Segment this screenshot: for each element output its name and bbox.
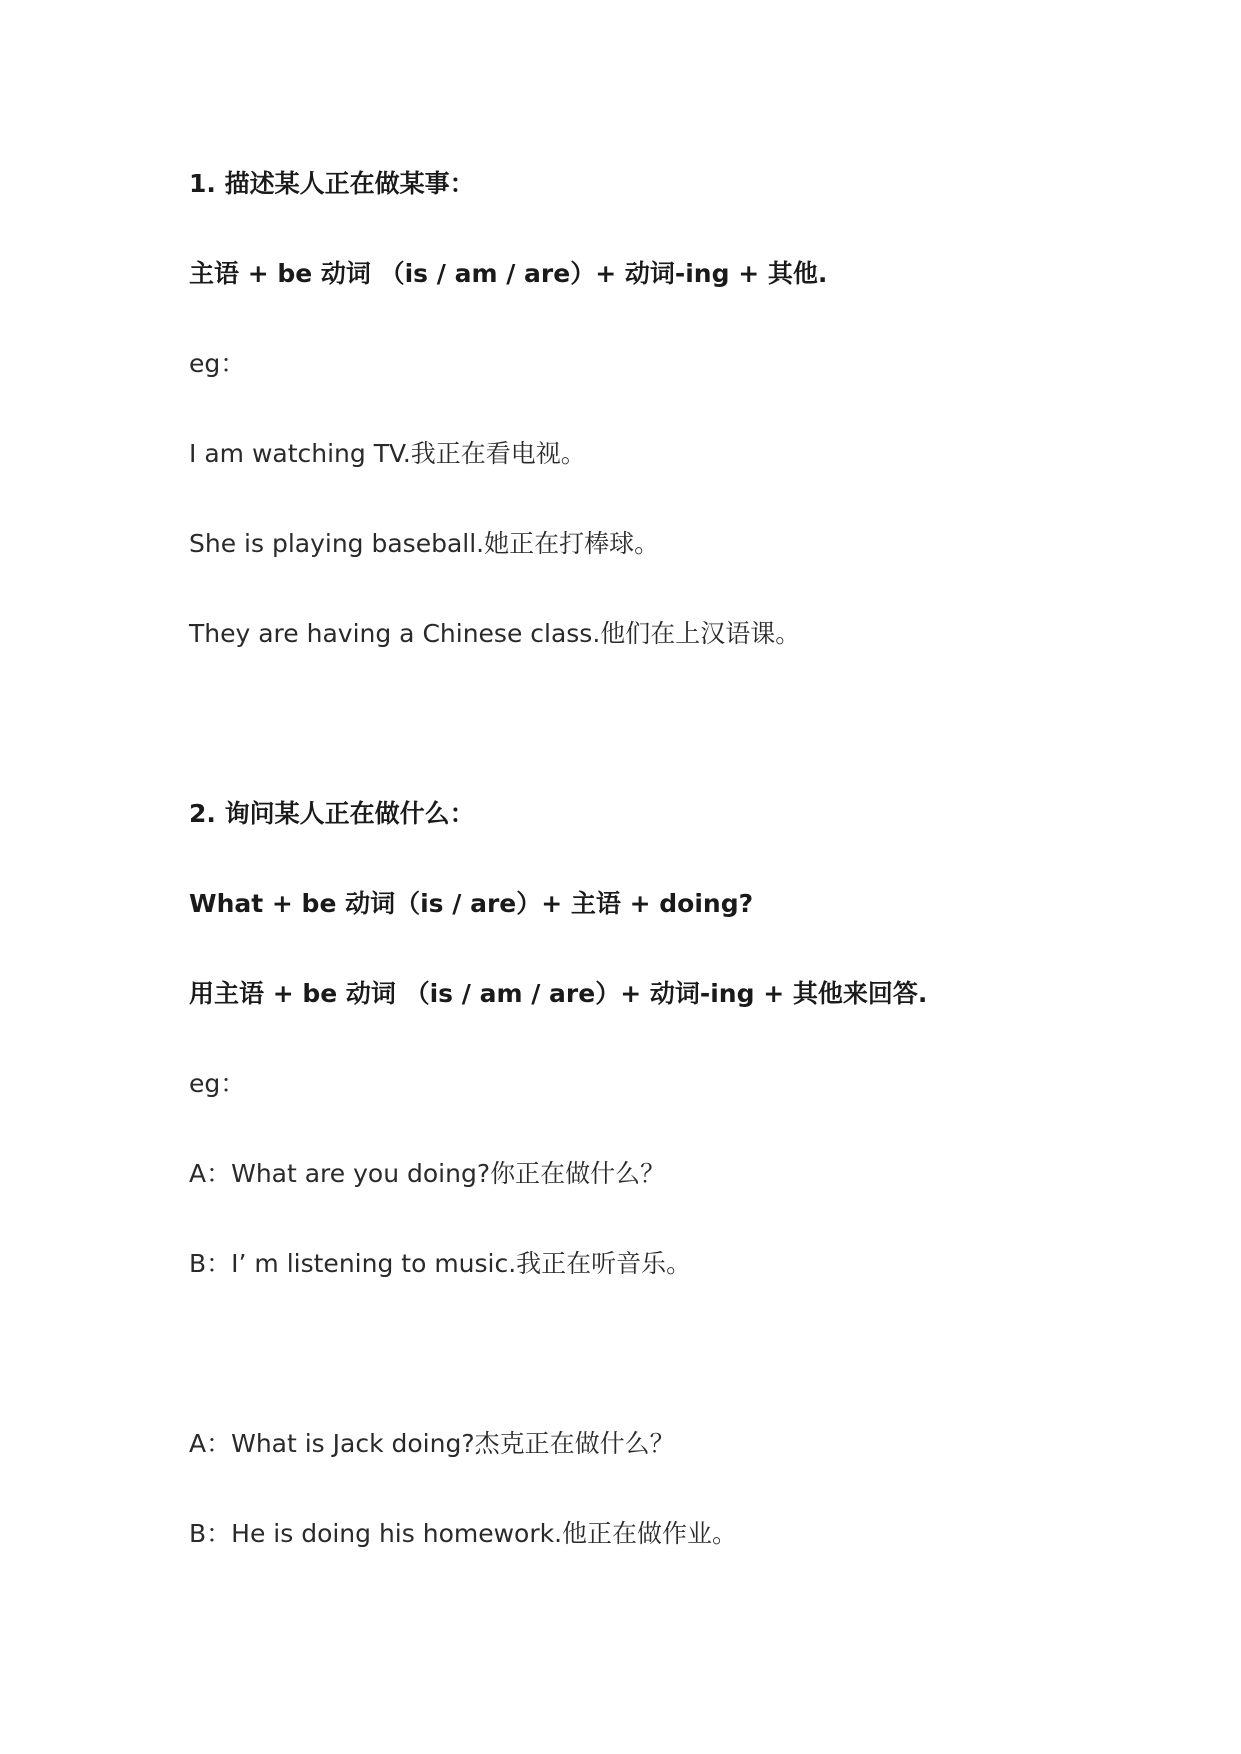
section1-heading: 1. 描述某人正在做某事： <box>189 169 475 198</box>
section2-answer-formula: 用主语 + be 动词 （is / am / are）+ 动词-ing + 其他来回答. <box>189 979 928 1008</box>
section2-eg-label: eg： <box>189 1069 246 1098</box>
section1-example-3: They are having a Chinese class.他们在上汉语课。 <box>189 619 801 648</box>
dialogue1-line-a: A：What are you doing?你正在做什么？ <box>189 1159 666 1188</box>
section1-example-2: She is playing baseball.她正在打棒球。 <box>189 529 660 558</box>
dialogue1-line-b: B：I’ m listening to music.我正在听音乐。 <box>189 1249 692 1278</box>
section1-eg-label: eg： <box>189 349 246 378</box>
section2-question-formula: What + be 动词（is / are）+ 主语 + doing? <box>189 889 754 918</box>
section1-formula: 主语 + be 动词 （is / am / are）+ 动词-ing + 其他. <box>189 259 828 288</box>
section1-example-1: I am watching TV.我正在看电视。 <box>189 439 586 468</box>
dialogue2-line-b: B：He is doing his homework.他正在做作业。 <box>189 1519 738 1548</box>
section2-heading: 2. 询问某人正在做什么： <box>189 799 475 828</box>
dialogue2-line-a: A：What is Jack doing?杰克正在做什么？ <box>189 1429 675 1458</box>
